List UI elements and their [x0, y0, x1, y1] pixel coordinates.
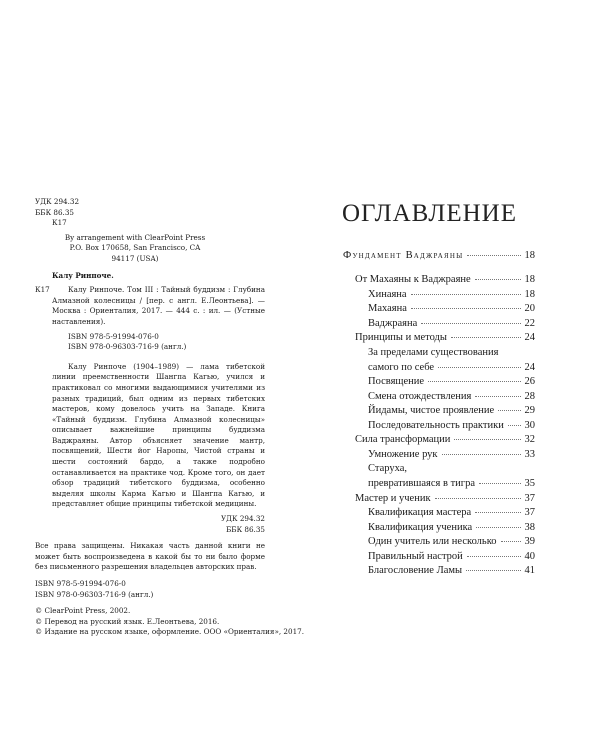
- toc-entry[interactable]: [368, 420, 535, 434]
- toc-entry-title: Смена отождествления: [368, 390, 472, 402]
- toc-entry-title: Принципы и методы: [355, 332, 447, 343]
- dot-leader: [454, 439, 520, 440]
- toc-entry[interactable]: [355, 274, 535, 288]
- toc-entry-title: Умножение рук: [368, 448, 438, 460]
- toc-entry-title: Йидамы, чистое проявление: [368, 405, 495, 416]
- toc-entry[interactable]: [368, 536, 535, 550]
- toc-entry[interactable]: [368, 522, 535, 536]
- arrangement-line: 94117 (USA): [111, 253, 159, 263]
- udk-code-bottom: УДК 294.32: [220, 514, 265, 524]
- toc-entry[interactable]: [368, 289, 535, 303]
- catalog-block: [35, 285, 265, 327]
- dot-leader: [435, 498, 521, 499]
- dot-leader: [421, 323, 520, 324]
- toc-entry[interactable]: [368, 551, 535, 565]
- rights-notice: Все права защищены. Никакая часть данной книги не может быть воспроизведена в какой бы то ни было форме без письменного разрешения владельцев авторских прав.: [35, 541, 265, 572]
- toc-page-number: 28: [524, 390, 535, 402]
- toc-entry-title: превратившаяся в тигра: [368, 478, 475, 489]
- toc-entry-title: Правильный настрой: [368, 550, 463, 562]
- toc-title: ОГЛАВЛЕНИЕ: [342, 200, 517, 227]
- arrangement-block: [35, 233, 235, 265]
- dot-leader: [428, 381, 520, 382]
- dot-leader: [501, 541, 521, 542]
- udk-code: УДК 294.32: [35, 197, 80, 206]
- toc-entry[interactable]: [368, 318, 535, 332]
- toc-entry-title: Квалификация мастера: [368, 507, 472, 518]
- isbn: ISBN 978-0-96303-716-9 (англ.): [68, 342, 187, 352]
- dot-leader: [411, 294, 521, 295]
- isbn: ISBN 978-5-91994-076-0: [68, 331, 159, 341]
- toc-page-number: 22: [524, 317, 535, 329]
- dot-leader: [442, 454, 521, 455]
- toc-page-number: 41: [524, 565, 535, 576]
- dot-leader: [475, 512, 520, 513]
- dot-leader: [466, 570, 520, 571]
- toc-entry-title: Ваджраяна: [368, 317, 418, 329]
- dot-leader: [476, 527, 520, 528]
- toc-page-number: 18: [524, 250, 535, 261]
- toc-entry[interactable]: [368, 362, 535, 376]
- toc-page-number: 24: [524, 361, 535, 373]
- toc-entry-title-line: Старуха,: [368, 463, 408, 474]
- toc-page-number: 32: [524, 434, 535, 445]
- dot-leader: [467, 255, 520, 256]
- toc-entry[interactable]: [368, 478, 535, 492]
- toc-entry[interactable]: [368, 376, 535, 390]
- copyright-line: © Издание на русском языке, оформление. ООО «Ориенталия», 2017.: [35, 627, 304, 637]
- toc-entry-title: От Махаяны к Ваджраяне: [355, 274, 471, 285]
- toc-page-number: 38: [524, 521, 535, 533]
- isbn: ISBN 978-5-91994-076-0: [35, 579, 126, 588]
- toc-entry[interactable]: [368, 303, 535, 317]
- toc-page-number: 37: [524, 492, 535, 504]
- toc-entry-title: Хинаяна: [368, 288, 407, 300]
- author-heading: Калу Ринпоче.: [52, 270, 114, 280]
- dot-leader: [438, 367, 520, 368]
- bbk-code-bottom: ББК 86.35: [226, 524, 265, 534]
- toc-page-number: 18: [524, 274, 535, 285]
- bbk-code: ББК 86.35: [35, 207, 74, 217]
- dot-leader: [411, 308, 521, 309]
- toc-entry[interactable]: [368, 391, 535, 405]
- dot-leader: [508, 425, 521, 426]
- toc-page-number: 33: [524, 448, 535, 460]
- toc-entry[interactable]: [368, 405, 535, 419]
- toc-entry-title: Благословение Ламы: [368, 565, 463, 576]
- toc-page-number: 30: [524, 419, 535, 431]
- toc-entry[interactable]: [355, 493, 535, 507]
- copyright-line: © ClearPoint Press, 2002.: [35, 606, 131, 616]
- annotation: Калу Ринпоче (1904–1989) — лама тибетской линии преемственности Шангпа Кагью, учился и практиковал со многими выдающимися учителями из разных традиций, был одним из первых тибетских мастеров, кому довелось учить на Западе. Книга «Тайный буддизм. Глубина Алмазной колесницы» описывает важнейшие принципы буддизма Ваджраяны. Автор объясняет значение мантр, посвящений, Шести йог Наропы, Чистой страны и шести состояний бардо, а также подробно останавливается на практике чод. Кроме того, он дает обзор традиций тибетского буддизма, особенно выделяя школы Карма Кагью и Шангпа Кагью, и представляет общие принципы тибетской медицины.: [52, 361, 265, 509]
- toc-entry[interactable]: [368, 449, 535, 463]
- toc-entry-title: Фундамент Ваджраяны: [343, 250, 464, 261]
- toc-page-number: 18: [524, 288, 535, 300]
- toc-entry-title: Один учитель или несколько: [368, 536, 497, 547]
- toc-page-number: 37: [524, 507, 535, 518]
- arrangement-line: By arrangement with ClearPoint Press: [64, 232, 206, 242]
- toc-entry-title: Квалификация ученика: [368, 521, 473, 533]
- dot-leader: [498, 410, 520, 411]
- toc-entry-title: Махаяна: [368, 303, 407, 314]
- catalog-entry: Калу Ринпоче. Том III : Тайный буддизм : Глубина Алмазной колесницы / [пер. с англ. Е.Леонтьева]. — Москва : Ориенталия, 2017. — 444 с. : ил. — (Устные наставления).: [52, 285, 265, 326]
- isbn: ISBN 978-0-96303-716-9 (англ.): [35, 589, 154, 599]
- toc-entry-title: самого по себе: [368, 361, 435, 373]
- toc-page-number: 24: [524, 332, 535, 343]
- toc-page-number: 29: [524, 405, 535, 416]
- catalog-mark: К17: [35, 285, 50, 295]
- arrangement-line: P.O. Box 170658, San Francisco, CA: [69, 243, 201, 253]
- toc-entry-title: Сила трансформации: [355, 434, 451, 445]
- dot-leader: [475, 279, 521, 280]
- dot-leader: [467, 556, 521, 557]
- copyright-line: © Перевод на русский язык. Е.Леонтьева, 2016.: [35, 616, 220, 626]
- toc-page-number: 40: [524, 550, 535, 562]
- toc-entry[interactable]: [343, 250, 535, 264]
- toc-page-number: 35: [524, 478, 535, 489]
- left-page: [35, 197, 304, 638]
- toc-entry-title: Посвящение: [368, 376, 425, 387]
- toc-entry[interactable]: [355, 332, 535, 346]
- dot-leader: [451, 337, 521, 338]
- dot-leader: [475, 396, 520, 397]
- author-mark: К17: [52, 218, 67, 228]
- dot-leader: [479, 483, 521, 484]
- toc-entry[interactable]: [368, 507, 535, 521]
- toc-entry-title: Мастер и ученик: [355, 492, 431, 504]
- toc-entry-title-line: За пределами существования: [368, 346, 499, 358]
- toc-entry[interactable]: [368, 565, 535, 579]
- toc-page-number: 26: [524, 376, 535, 387]
- toc-page-number: 39: [524, 536, 535, 547]
- toc-entry-title: Последовательность практики: [368, 419, 504, 431]
- toc-page-number: 20: [524, 303, 535, 314]
- toc-entry[interactable]: [355, 434, 535, 448]
